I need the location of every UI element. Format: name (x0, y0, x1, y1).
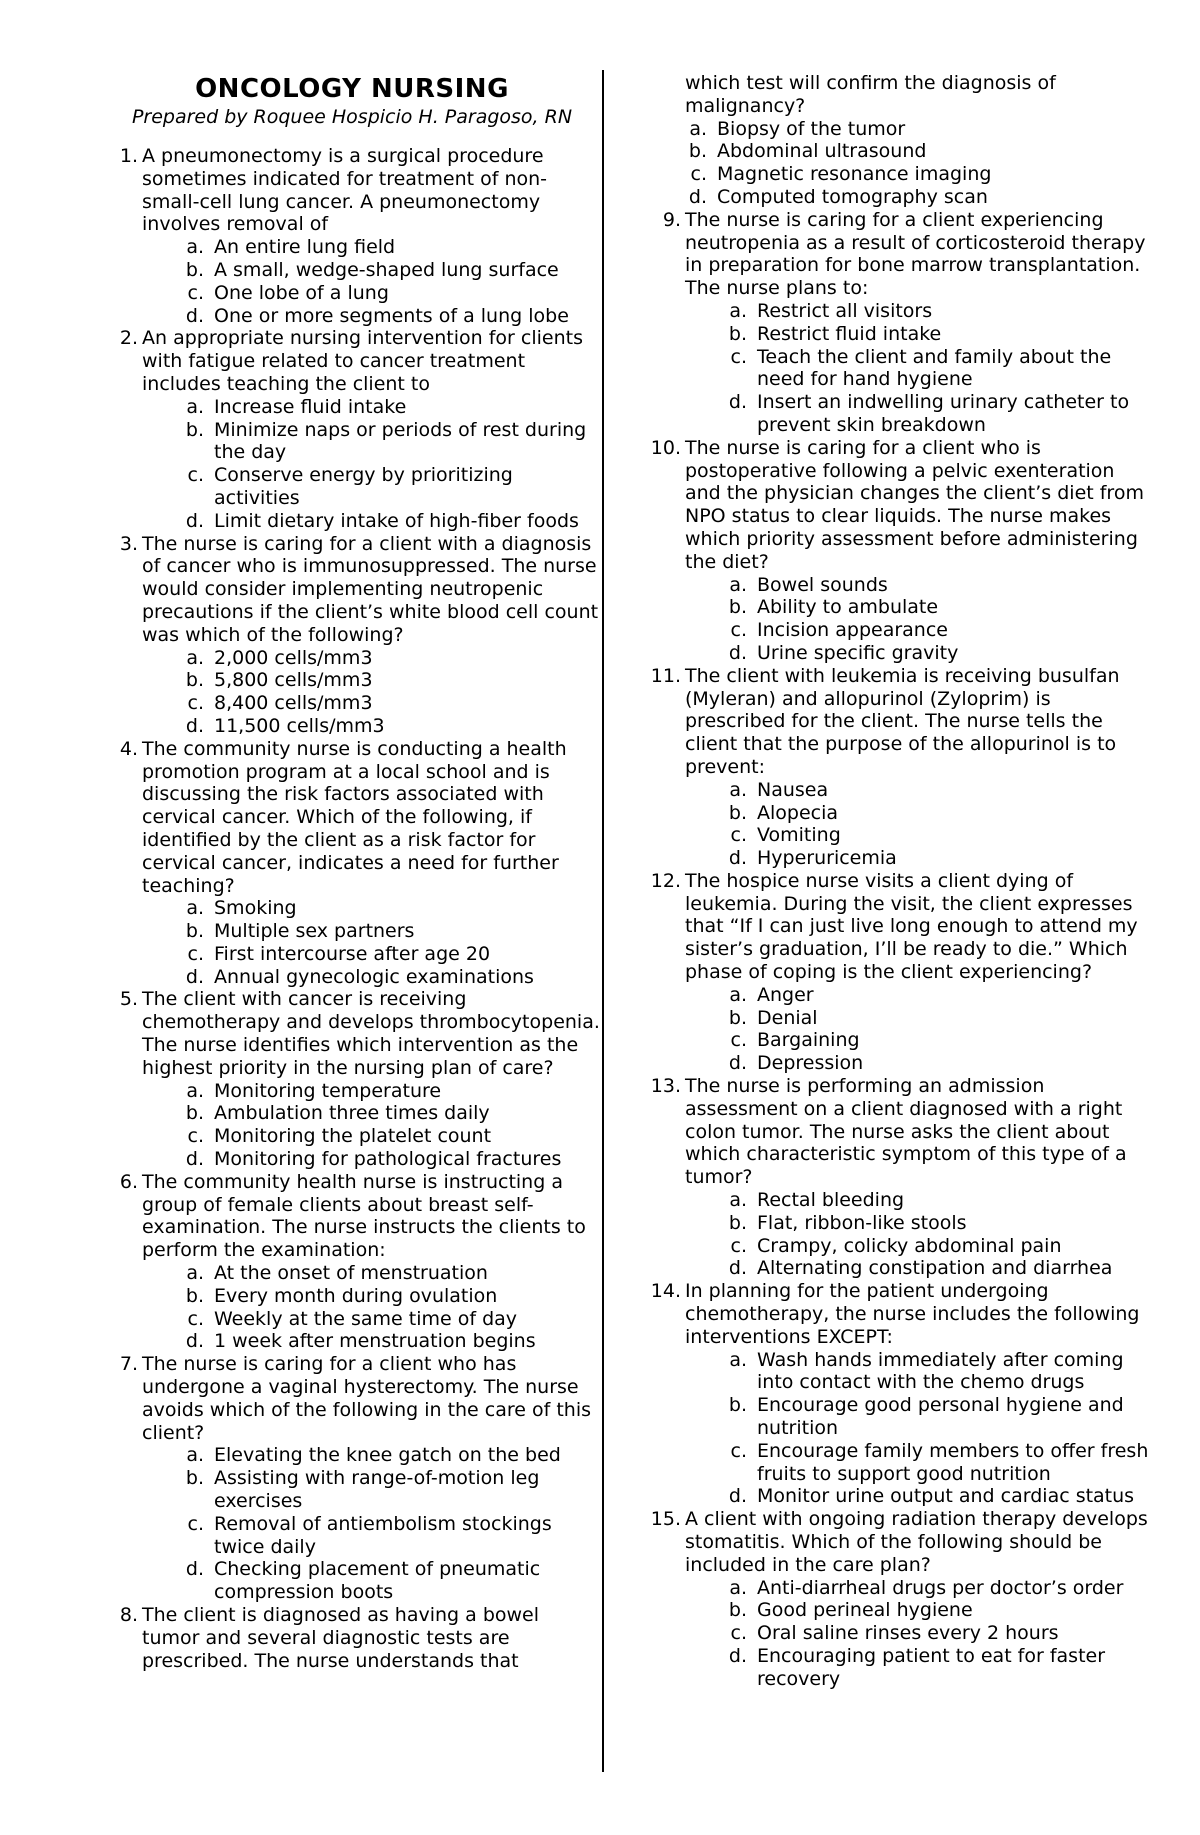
question-text: A pneumonectomy is a surgical procedure sometimes indicated for treatment of non-small-cell lung cancer. A pneumonectomy involves removal of (142, 145, 548, 236)
option-item (142, 1102, 602, 1125)
option-text: An entire lung field (214, 236, 396, 259)
option-item (142, 943, 602, 966)
option-item (142, 1330, 602, 1353)
option-list (685, 300, 1150, 437)
option-letter: d. (728, 1485, 747, 1508)
option-letter: b. (728, 1006, 747, 1029)
option-letter: d. (728, 391, 747, 414)
question-list-right (645, 209, 1150, 1691)
option-letter: d. (728, 1052, 747, 1075)
option-letter: a. (186, 236, 204, 259)
option-item (685, 300, 1150, 323)
option-text: Monitoring temperature (214, 1079, 442, 1102)
option-text: Good perineal hygiene (757, 1599, 973, 1622)
option-letter: c. (187, 1125, 204, 1148)
option-item (142, 1308, 602, 1331)
question-number: 10. (650, 436, 681, 459)
question-text: The nurse is performing an admission assessment on a client diagnosed with a right colon tumor. The nurse asks the client about which characteristic symptom of this type of a tumor? (685, 1075, 1127, 1189)
question-item (645, 1508, 1150, 1690)
option-text: Every month during ovulation (214, 1284, 498, 1307)
question-text: The nurse is caring for a client with a diagnosis of cancer who is immunosuppressed. The nurse would consider implementing neutropenic precautions if the client’s white blood cell count was which of the following? (142, 532, 599, 646)
option-letter: b. (185, 258, 204, 281)
question-item (645, 870, 1150, 1075)
option-item (645, 118, 1150, 141)
option-letter: b. (185, 920, 204, 943)
question-8-continuation: which test will confirm the diagnosis of malignancy? (685, 72, 1056, 117)
option-text: Assisting with range-of-motion leg exercises (214, 1467, 540, 1513)
question-number: 5. (119, 988, 138, 1011)
option-text: Flat, ribbon-like stools (757, 1211, 967, 1234)
option-letter: a. (186, 1444, 204, 1467)
question-item (645, 1075, 1150, 1280)
option-item (685, 619, 1150, 642)
option-list (685, 779, 1150, 870)
option-item (142, 1558, 602, 1604)
option-item (142, 1285, 602, 1308)
option-text: Encourage good personal hygiene and nutrition (757, 1394, 1124, 1440)
option-item (142, 920, 602, 943)
option-item (142, 715, 602, 738)
document-title: ONCOLOGY NURSING (195, 74, 509, 104)
option-text: Ambulation three times daily (214, 1102, 490, 1125)
option-item (685, 346, 1150, 392)
option-item (685, 1440, 1150, 1486)
option-letter: b. (728, 596, 747, 619)
option-letter: c. (187, 281, 204, 304)
question-number: 2. (119, 327, 138, 350)
option-letter: c. (730, 1029, 747, 1052)
question-item (102, 988, 602, 1170)
right-column (645, 72, 1150, 1691)
option-letter: a. (186, 646, 204, 669)
option-text: Limit dietary intake of high-fiber foods (214, 509, 579, 532)
option-text: One or more segments of a lung lobe (214, 304, 569, 327)
question-number: 9. (662, 208, 681, 231)
option-letter: d. (185, 1330, 204, 1353)
option-letter: a. (729, 299, 747, 322)
question-number: 13. (650, 1075, 681, 1098)
option-list (685, 1189, 1150, 1280)
option-text: Anti-diarrheal drugs per doctor’s order (757, 1576, 1124, 1599)
option-letter: c. (187, 692, 204, 715)
option-text: Weekly at the same time of day (214, 1307, 518, 1330)
option-letter: c. (187, 942, 204, 965)
question-8-options (645, 118, 1150, 209)
option-text: Oral saline rinses every 2 hours (757, 1622, 1059, 1645)
option-item (142, 966, 602, 989)
option-item (142, 259, 602, 282)
option-letter: d. (728, 847, 747, 870)
option-text: Monitoring the platelet count (214, 1125, 492, 1148)
question-item (645, 437, 1150, 665)
question-number: 6. (119, 1170, 138, 1193)
option-item (685, 642, 1150, 665)
option-item (685, 824, 1150, 847)
option-item (645, 140, 1150, 163)
option-item (685, 1029, 1150, 1052)
option-letter: c. (187, 464, 204, 487)
option-text: Anger (757, 983, 814, 1006)
option-item (685, 1577, 1150, 1600)
option-text: Denial (757, 1006, 818, 1029)
option-list (685, 574, 1150, 665)
option-letter: a. (729, 1189, 747, 1212)
question-text: The client with leukemia is receiving busulfan (Myleran) and allopurinol (Zyloprim) is prescribed for the client. The nurse tells the client that the purpose of the allopurinol is to prevent: (685, 664, 1120, 778)
option-item (685, 847, 1150, 870)
option-text: 2,000 cells/mm3 (214, 646, 373, 669)
option-item (142, 236, 602, 259)
question-text: The nurse is caring for a client who is postoperative following a pelvic exenteration and the physician changes the client’s diet from NPO status to clear liquids. The nurse makes which priority assessment before administering the diet? (685, 436, 1144, 573)
question-item (645, 1280, 1150, 1508)
option-letter: d. (185, 965, 204, 988)
option-text: Depression (757, 1052, 864, 1075)
option-letter: c. (730, 619, 747, 642)
option-item (142, 897, 602, 920)
option-letter: c. (730, 1622, 747, 1645)
option-text: One lobe of a lung (214, 281, 389, 304)
option-letter: c. (730, 1439, 747, 1462)
option-letter: b. (185, 1102, 204, 1125)
option-item (685, 1394, 1150, 1440)
option-letter: c. (730, 345, 747, 368)
option-text: Minimize naps or periods of rest during the day (214, 418, 587, 464)
option-text: Bowel sounds (757, 573, 888, 596)
option-item (142, 669, 602, 692)
option-item (142, 1125, 602, 1148)
option-list (685, 1577, 1150, 1691)
option-item (685, 1257, 1150, 1280)
option-text: Teach the client and family about the need for hand hygiene (757, 345, 1112, 391)
option-list (142, 1262, 602, 1353)
option-letter: c. (730, 1234, 747, 1257)
option-text: Vomiting (757, 824, 841, 847)
question-item (102, 1171, 602, 1353)
option-letter: a. (729, 1348, 747, 1371)
option-letter: c. (187, 1307, 204, 1330)
question-item (645, 209, 1150, 437)
question-item (102, 327, 602, 532)
option-list (142, 236, 602, 327)
option-item (142, 510, 602, 533)
question-item (645, 665, 1150, 870)
question-text: A client with ongoing radiation therapy develops stomatitis. Which of the following should be included in the care plan? (685, 1508, 1148, 1576)
option-text: Checking placement of pneumatic compression boots (214, 1558, 541, 1604)
option-item (142, 1467, 602, 1513)
option-item (142, 692, 602, 715)
column-divider (602, 70, 604, 1772)
option-item (685, 1007, 1150, 1030)
option-item (685, 596, 1150, 619)
question-number: 14. (650, 1280, 681, 1303)
option-text: Magnetic resonance imaging (717, 163, 992, 186)
option-item (142, 647, 602, 670)
option-letter: d. (728, 1257, 747, 1280)
option-text: Elevating the knee gatch on the bed (214, 1444, 561, 1467)
option-list (685, 1349, 1150, 1509)
option-text: Insert an indwelling urinary catheter to prevent skin breakdown (757, 391, 1130, 436)
question-item (102, 145, 602, 327)
option-item (142, 1148, 602, 1171)
option-text: Encourage family members to offer fresh fruits to support good nutrition (757, 1439, 1149, 1485)
option-text: Urine specific gravity (757, 641, 959, 664)
option-letter: b. (728, 1599, 747, 1622)
question-number: 3. (119, 532, 138, 555)
question-text: The client is diagnosed as having a bowel tumor and several diagnostic tests are prescribed. The nurse understands that (142, 1604, 540, 1672)
option-text: Computed tomography scan (717, 185, 988, 208)
question-number: 8. (119, 1604, 138, 1626)
option-letter: a. (729, 778, 747, 801)
option-letter: d. (185, 304, 204, 327)
option-text: 5,800 cells/mm3 (214, 669, 373, 692)
option-text: 11,500 cells/mm3 (214, 714, 385, 737)
option-letter: a. (729, 983, 747, 1006)
option-letter: b. (728, 1211, 747, 1234)
option-text: Alternating constipation and diarrhea (757, 1257, 1113, 1280)
option-text: Monitoring for pathological fractures (214, 1148, 562, 1171)
option-list (685, 984, 1150, 1075)
option-item (685, 1645, 1150, 1691)
option-text: First intercourse after age 20 (214, 942, 491, 965)
document-subtitle: Prepared by Roquee Hospicio H. Paragoso, RN (131, 106, 573, 128)
option-letter: b. (185, 669, 204, 692)
option-letter: d. (728, 641, 747, 664)
option-item (142, 305, 602, 328)
question-item (102, 1353, 602, 1604)
option-text: Multiple sex partners (214, 920, 415, 943)
option-list (142, 647, 602, 738)
question-text: An appropriate nursing intervention for clients with fatigue related to cancer treatment includes teaching the client to (142, 327, 583, 395)
option-text: Alopecia (757, 801, 839, 824)
option-letter: a. (186, 1079, 204, 1102)
option-letter: b. (185, 1284, 204, 1307)
option-item (645, 186, 1150, 209)
option-letter: b. (728, 1394, 747, 1417)
option-text: Monitor urine output and cardiac status (757, 1485, 1135, 1508)
option-letter: d. (728, 1644, 747, 1667)
option-item (142, 464, 602, 510)
option-letter: b. (728, 322, 747, 345)
option-letter: b. (185, 1467, 204, 1490)
option-item (142, 282, 602, 305)
option-letter: a. (186, 897, 204, 920)
option-item (685, 1052, 1150, 1075)
question-number: 7. (119, 1353, 138, 1376)
option-letter: c. (730, 824, 747, 847)
option-item (645, 163, 1150, 186)
option-item (685, 323, 1150, 346)
question-text: The nurse is caring for a client experiencing neutropenia as a result of corticosteroid therapy in preparation for bone marrow transplantation. The nurse plans to: (685, 208, 1146, 300)
question-text: The community health nurse is instructing a group of female clients about breast self-examination. The nurse instructs the clients to perform the examination: (142, 1170, 586, 1262)
option-letter: a. (729, 573, 747, 596)
option-text: Annual gynecologic examinations (214, 965, 534, 988)
option-item (685, 1349, 1150, 1395)
option-text: Biopsy of the tumor (717, 117, 906, 140)
option-letter: c. (187, 1512, 204, 1535)
option-text: A small, wedge-shaped lung surface (214, 258, 559, 281)
option-text: Encouraging patient to eat for faster recovery (757, 1644, 1106, 1690)
question-number: 1. (119, 145, 138, 167)
option-letter: b. (728, 801, 747, 824)
option-text: Bargaining (757, 1029, 860, 1052)
option-letter: a. (729, 1576, 747, 1599)
option-text: Ability to ambulate (757, 596, 939, 619)
option-letter: a. (689, 117, 707, 140)
option-letter: a. (186, 1262, 204, 1285)
option-letter: d. (185, 714, 204, 737)
option-text: At the onset of menstruation (214, 1262, 488, 1285)
option-letter: d. (185, 1558, 204, 1581)
option-text: Removal of antiembolism stockings twice daily (214, 1512, 552, 1558)
question-number: 4. (119, 737, 138, 760)
option-item (142, 419, 602, 465)
option-text: Crampy, colicky abdominal pain (757, 1234, 1062, 1257)
option-text: Conserve energy by prioritizing activities (214, 464, 513, 509)
option-text: 8,400 cells/mm3 (214, 692, 373, 715)
option-text: Restrict all visitors (757, 299, 933, 322)
option-item (685, 984, 1150, 1007)
option-text: Hyperuricemia (757, 847, 897, 870)
question-number: 11. (650, 664, 681, 687)
option-text: Increase fluid intake (214, 395, 407, 418)
question-text: The client with cancer is receiving chemotherapy and develops thrombocytopenia. The nurse identifies which intervention as the highest priority in the nursing plan of care? (142, 988, 600, 1079)
option-text: Restrict fluid intake (757, 322, 942, 345)
option-text: 1 week after menstruation begins (214, 1330, 536, 1353)
option-item (685, 1599, 1150, 1622)
option-item (685, 1622, 1150, 1645)
option-item (685, 574, 1150, 597)
option-letter: d. (688, 185, 707, 208)
option-item (142, 1444, 602, 1467)
question-item (102, 738, 602, 989)
option-text: Nausea (757, 778, 829, 801)
option-item (685, 1485, 1150, 1508)
option-text: Wash hands immediately after coming into contact with the chemo drugs (757, 1348, 1124, 1394)
question-item (102, 533, 602, 738)
option-item (685, 1189, 1150, 1212)
option-letter: b. (185, 418, 204, 441)
option-item (142, 1080, 602, 1103)
option-text: Rectal bleeding (757, 1189, 905, 1212)
option-item (142, 1262, 602, 1285)
option-item (685, 802, 1150, 825)
option-list (142, 1444, 602, 1604)
option-list (142, 1080, 602, 1171)
option-item (685, 779, 1150, 802)
option-letter: a. (186, 395, 204, 418)
option-item (685, 1235, 1150, 1258)
option-item (685, 391, 1150, 437)
option-letter: b. (688, 140, 707, 163)
question-text: The hospice nurse visits a client dying of leukemia. During the visit, the client expresses that “If I can just live long enough to attend my sister’s graduation, I’ll be ready to die.” Which phase of coping is the client experiencing? (685, 869, 1138, 984)
option-letter: c. (690, 163, 707, 186)
question-list-left (102, 145, 602, 1672)
question-text: The community nurse is conducting a health promotion program at a local school and is discussing the risk factors associated with cervical cancer. Which of the following, if identified by the client as a risk factor for cervical cancer, indicates a need for further teaching? (142, 737, 567, 897)
question-text: In planning for the patient undergoing chemotherapy, the nurse includes the following interventions EXCEPT: (685, 1280, 1140, 1348)
question-item (102, 1604, 602, 1672)
question-number: 15. (650, 1508, 681, 1531)
option-text: Incision appearance (757, 619, 948, 642)
option-letter: d. (185, 509, 204, 532)
question-number: 12. (650, 869, 681, 892)
option-list (142, 396, 602, 533)
option-text: Smoking (214, 897, 297, 920)
left-column (102, 72, 602, 1672)
option-item (142, 396, 602, 419)
option-letter: d. (185, 1148, 204, 1171)
question-text: The nurse is caring for a client who has undergone a vaginal hysterectomy. The nurse avoids which of the following in the care of this client? (142, 1353, 592, 1444)
option-list (142, 897, 602, 988)
option-item (685, 1212, 1150, 1235)
option-text: Abdominal ultrasound (717, 140, 927, 163)
option-item (142, 1513, 602, 1559)
